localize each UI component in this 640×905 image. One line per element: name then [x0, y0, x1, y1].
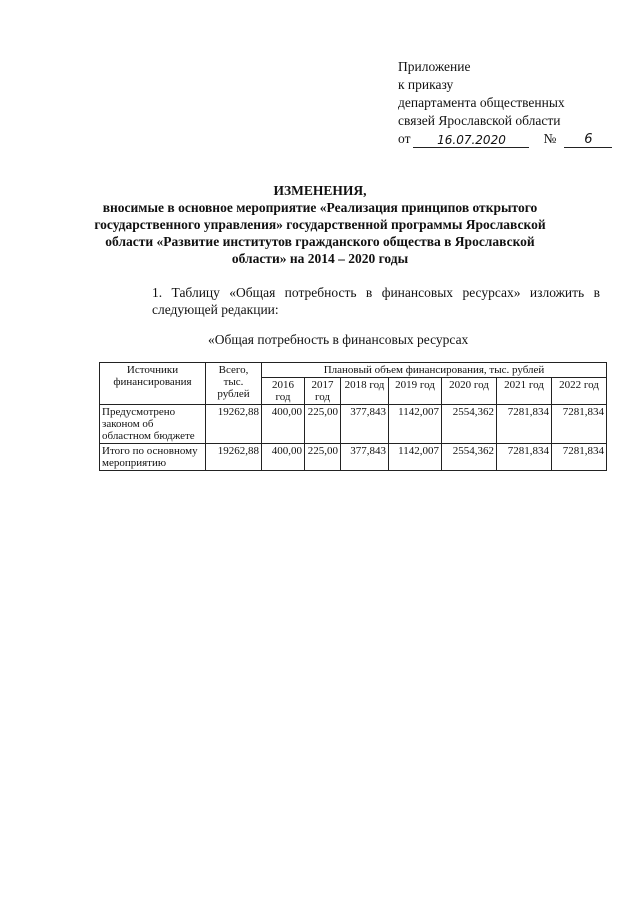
handwritten-date: 16.07.2020: [413, 133, 529, 148]
row-value: 377,843: [341, 444, 389, 471]
row-value: 225,00: [305, 405, 341, 444]
header-total: Всего, тыс. рублей: [206, 363, 262, 405]
row-source: Предусмотрено законом об областном бюджете: [100, 405, 206, 444]
appendix-line: к приказу: [398, 77, 454, 92]
appendix-line: связей Ярославской области: [398, 113, 561, 128]
year-header: 2020 год: [442, 378, 497, 405]
title-body: вносимые в основное мероприятие «Реализация принципов открытого государственного управления» государственной программы Ярославской области «Развитие институтов гражданского общества в Ярославской области» на 2014 – 2020 годы: [94, 200, 546, 266]
row-value: 377,843: [341, 405, 389, 444]
paragraph-1: [100, 284, 600, 318]
number-prefix: №: [543, 131, 557, 146]
row-source: Итого по основному мероприятию: [100, 444, 206, 471]
table-row: [100, 405, 607, 444]
row-value: 2554,362: [442, 444, 497, 471]
table-row: [100, 444, 607, 471]
appendix-block: [398, 58, 612, 148]
year-header: 2018 год: [341, 378, 389, 405]
table-header-row: [100, 363, 607, 378]
order-date-number: [398, 130, 612, 148]
document-title: [90, 182, 550, 267]
date-prefix: от: [398, 131, 411, 146]
row-value: 7281,834: [552, 444, 607, 471]
year-header: 2016 год: [262, 378, 305, 405]
handwritten-number: 6: [564, 133, 612, 148]
year-header: 2021 год: [497, 378, 552, 405]
appendix-line: Приложение: [398, 59, 471, 74]
row-total: 19262,88: [206, 405, 262, 444]
row-value: 1142,007: [389, 405, 442, 444]
financing-table: [99, 362, 607, 471]
header-plan: Плановый объем финансирования, тыс. рублей: [262, 363, 607, 378]
table-caption: «Общая потребность в финансовых ресурсах: [208, 332, 469, 347]
paragraph-text: 1. Таблицу «Общая потребность в финансовых ресурсах» изложить в следующей редакции:: [152, 285, 600, 317]
appendix-line: департамента общественных: [398, 95, 565, 110]
year-header: 2017 год: [305, 378, 341, 405]
row-value: 7281,834: [552, 405, 607, 444]
year-header: 2019 год: [389, 378, 442, 405]
row-value: 400,00: [262, 405, 305, 444]
row-value: 2554,362: [442, 405, 497, 444]
title-heading: ИЗМЕНЕНИЯ,: [273, 183, 367, 198]
header-source: Источники финансирования: [100, 363, 206, 405]
row-value: 400,00: [262, 444, 305, 471]
row-value: 7281,834: [497, 405, 552, 444]
year-header: 2022 год: [552, 378, 607, 405]
row-value: 1142,007: [389, 444, 442, 471]
row-value: 225,00: [305, 444, 341, 471]
row-total: 19262,88: [206, 444, 262, 471]
row-value: 7281,834: [497, 444, 552, 471]
